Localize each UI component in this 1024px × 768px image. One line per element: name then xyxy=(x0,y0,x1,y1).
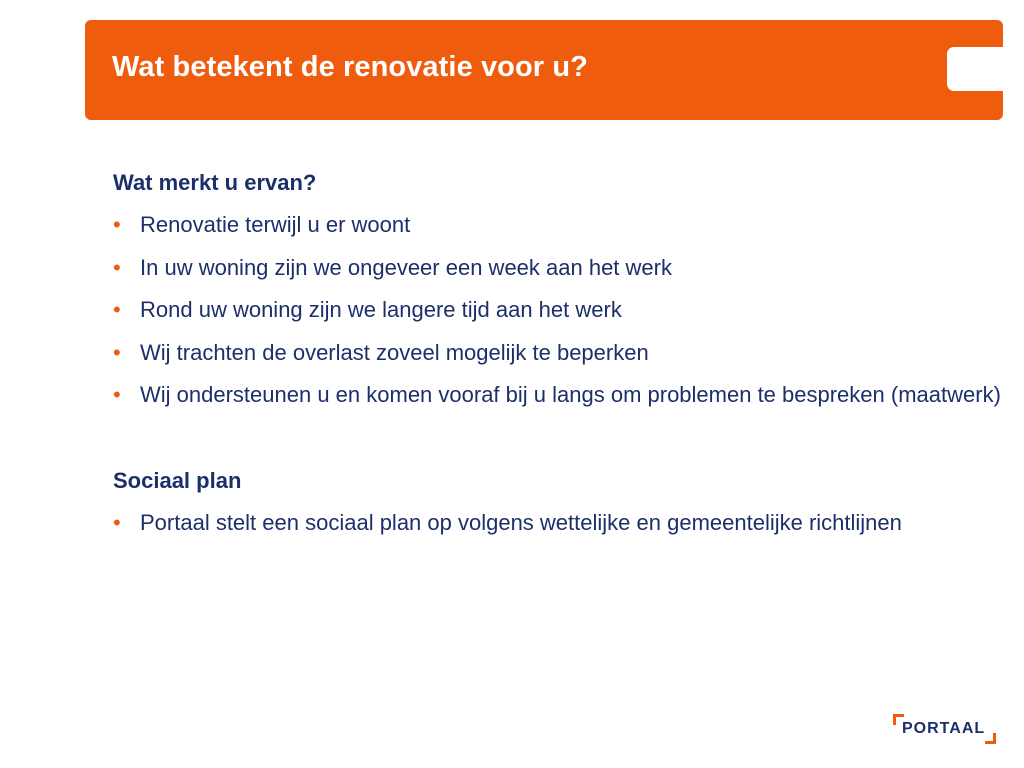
logo-bracket-bottom-right-icon xyxy=(985,733,996,744)
bullet-text: In uw woning zijn we ongeveer een week aan het werk xyxy=(140,254,672,280)
slide-content xyxy=(113,162,1008,544)
slide-title: Wat betekent de renovatie voor u? xyxy=(112,51,588,83)
bullet-item xyxy=(113,247,1008,290)
bullet-text: Wij trachten de overlast zoveel mogelijk te beperken xyxy=(140,339,649,365)
title-bar xyxy=(85,20,1003,120)
bullet-dot-icon: • xyxy=(113,254,121,280)
portaal-logo xyxy=(893,714,998,744)
bullet-item xyxy=(113,374,1008,417)
bullet-dot-icon: • xyxy=(113,212,121,237)
bullet-dot-icon: • xyxy=(113,297,121,322)
logo-text: PORTAAL xyxy=(902,720,986,737)
bullet-dot-icon: • xyxy=(113,382,121,407)
bullet-item xyxy=(113,204,1008,247)
bullet-dot-icon: • xyxy=(113,509,121,535)
bullet-item xyxy=(113,289,1008,332)
bullet-text: Portaal stelt een sociaal plan op volgens wettelijke en gemeentelijke richtlijnen xyxy=(140,509,902,535)
bullet-item xyxy=(113,332,1008,375)
bullet-dot-icon: • xyxy=(113,339,121,365)
title-notch-decoration xyxy=(947,47,1003,91)
section-heading-social-plan: Sociaal plan xyxy=(113,467,242,493)
bullet-item xyxy=(113,502,1008,545)
section-spacer xyxy=(113,417,1008,460)
bullet-text: Wij ondersteunen u en komen vooraf bij u langs om problemen te bespreken (maatwerk) xyxy=(140,382,1001,407)
bullet-text: Rond uw woning zijn we langere tijd aan het werk xyxy=(140,297,622,322)
bullet-text: Renovatie terwijl u er woont xyxy=(140,212,411,237)
section-heading-effects: Wat merkt u ervan? xyxy=(113,170,317,195)
